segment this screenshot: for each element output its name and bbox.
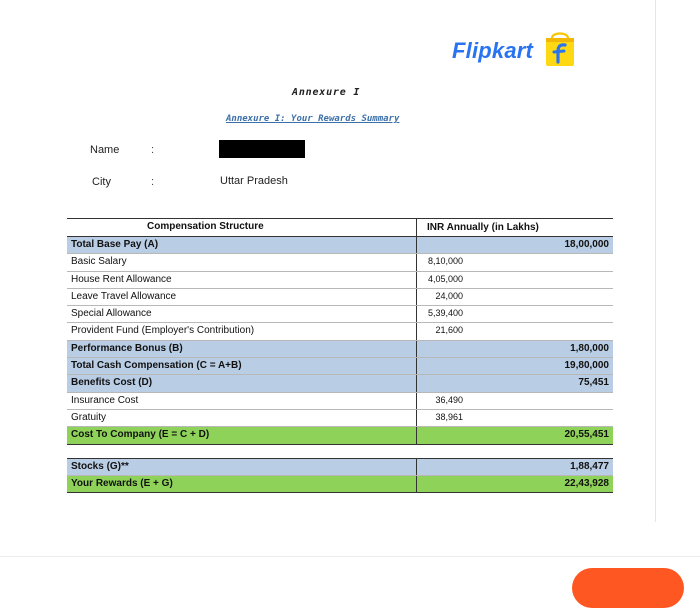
row-component-value: 5,39,400 bbox=[427, 308, 463, 319]
page-edge-divider bbox=[655, 0, 656, 522]
column-divider bbox=[416, 323, 417, 339]
row-label: Performance Bonus (B) bbox=[71, 342, 183, 354]
row-total-value: 19,80,000 bbox=[564, 360, 609, 372]
row-label: Total Base Pay (A) bbox=[71, 239, 159, 250]
column-divider bbox=[416, 375, 417, 391]
table-header bbox=[67, 218, 613, 237]
column-divider bbox=[416, 219, 417, 236]
compensation-table bbox=[67, 218, 613, 493]
logo-wordmark: Flipkart bbox=[452, 37, 534, 63]
row-label: Leave Travel Allowance bbox=[71, 290, 177, 302]
column-divider bbox=[416, 358, 417, 374]
floating-action-button[interactable] bbox=[572, 568, 684, 608]
row-component-value: 38,961 bbox=[435, 411, 463, 422]
table-row bbox=[67, 427, 613, 444]
name-label: Name bbox=[90, 144, 120, 156]
column-divider bbox=[416, 459, 417, 475]
column-divider bbox=[416, 272, 417, 288]
column-divider bbox=[416, 427, 417, 443]
table-row bbox=[67, 306, 613, 323]
row-component-value: 36,490 bbox=[435, 394, 463, 405]
redacted-name-value bbox=[219, 140, 305, 158]
row-label: Total Cash Compensation (C = A+B) bbox=[71, 360, 242, 372]
header-compensation-structure: Compensation Structure bbox=[147, 221, 264, 232]
column-divider bbox=[416, 289, 417, 305]
table-row bbox=[67, 272, 613, 289]
annexure-subtitle-link[interactable]: Annexure I: Your Rewards Summary bbox=[226, 114, 400, 124]
name-colon: : bbox=[151, 144, 155, 156]
table-row bbox=[67, 254, 613, 271]
row-label: Cost To Company (E = C + D) bbox=[71, 429, 210, 441]
row-total-value: 75,451 bbox=[578, 377, 609, 389]
table-row bbox=[67, 289, 613, 306]
column-divider bbox=[416, 254, 417, 270]
column-divider bbox=[416, 393, 417, 409]
row-label: Gratuity bbox=[71, 411, 107, 423]
city-value: Uttar Pradesh bbox=[220, 175, 288, 187]
row-total-value: 18,00,000 bbox=[564, 239, 609, 250]
row-label: Provident Fund (Employer's Contribution) bbox=[71, 325, 255, 337]
row-label: Benefits Cost (D) bbox=[71, 377, 153, 389]
column-divider bbox=[416, 306, 417, 322]
row-component-value: 24,000 bbox=[435, 290, 463, 301]
row-component-value: 4,05,000 bbox=[427, 273, 463, 284]
table-row bbox=[67, 237, 613, 254]
row-label: Stocks (G)** bbox=[71, 460, 129, 472]
column-divider bbox=[416, 341, 417, 357]
row-label: Basic Salary bbox=[71, 256, 127, 268]
table-row bbox=[67, 358, 613, 375]
row-label: Your Rewards (E + G) bbox=[71, 477, 173, 489]
row-label: Insurance Cost bbox=[71, 394, 139, 406]
row-component-value: 21,600 bbox=[435, 325, 463, 336]
table-row bbox=[67, 393, 613, 410]
header-inr-annually: INR Annually (in Lakhs) bbox=[427, 222, 539, 233]
row-total-value: 1,88,477 bbox=[570, 460, 609, 472]
table-row bbox=[67, 341, 613, 358]
footer-divider bbox=[0, 556, 700, 557]
table-row bbox=[67, 476, 613, 493]
city-label: City bbox=[92, 176, 111, 188]
row-component-value: 8,10,000 bbox=[427, 256, 463, 267]
annexure-title: Annexure I bbox=[292, 87, 361, 98]
column-divider bbox=[416, 237, 417, 253]
row-total-value: 22,43,928 bbox=[564, 477, 609, 489]
flipkart-bag-icon bbox=[543, 29, 577, 72]
table-row bbox=[67, 323, 613, 340]
row-total-value: 1,80,000 bbox=[570, 342, 609, 354]
flipkart-logo bbox=[452, 29, 577, 72]
row-total-value: 20,55,451 bbox=[564, 429, 609, 441]
row-label: Special Allowance bbox=[71, 308, 152, 320]
table-spacer bbox=[67, 445, 613, 459]
city-colon: : bbox=[151, 176, 155, 188]
column-divider bbox=[416, 476, 417, 492]
table-row bbox=[67, 459, 613, 476]
table-row bbox=[67, 375, 613, 392]
table-row bbox=[67, 410, 613, 427]
row-label: House Rent Allowance bbox=[71, 273, 172, 285]
column-divider bbox=[416, 410, 417, 426]
